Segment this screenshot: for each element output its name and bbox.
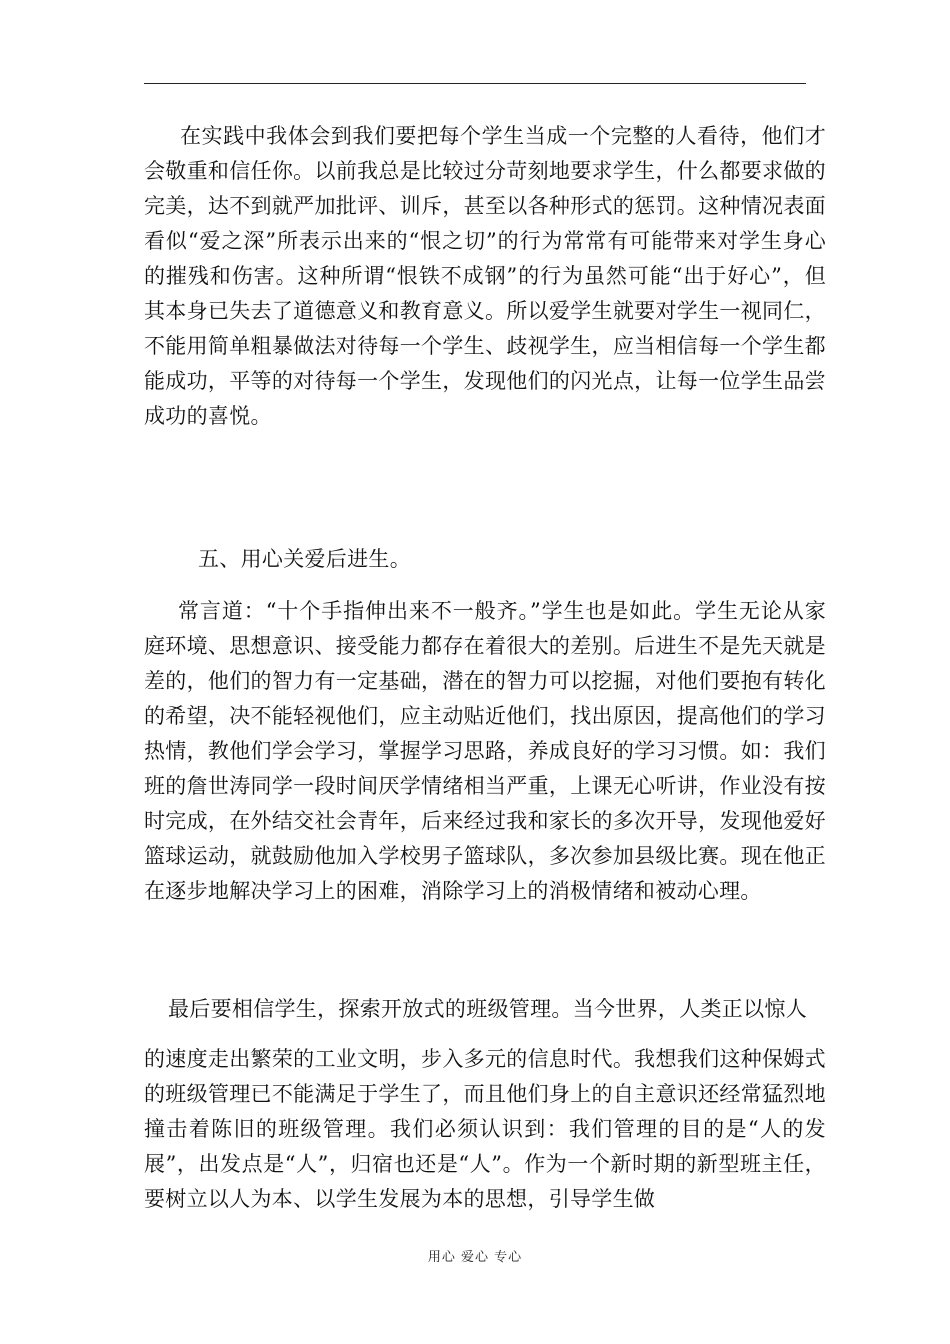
section-heading: 五、用心关爱后进生。 (198, 547, 411, 571)
page-footer: 用心 爱心 专心 (427, 1250, 523, 1265)
body-paragraph-3-continued: 的速度走出繁荣的工业文明，步入多元的信息时代。我想我们这种保姆式的班级管理已不能满足于学生了，而且他们身上的自主意识还经常猛烈地撞击着陈旧的班级管理。我们必须认识到：我们管理的目的是“人的发展”，出发点是“人”，归宿也还是“人”。作为一个新时期的新型班主任，要树立以人为本、以学生发展为本的思想，引导学生做 (144, 1047, 826, 1211)
header-rule (144, 83, 806, 84)
body-paragraph-2: 常言道：“十个手指伸出来不一般齐。”学生也是如此。学生无论从家庭环境、思想意识、接受能力都存在着很大的差别。后进生不是先天就是差的，他们的智力有一定基础，潜在的智力可以挖掘，对他们要抱有转化的希望，决不能轻视他们，应主动贴近他们，找出原因，提高他们的学习热情，教他们学会学习，掌握学习思路，养成良好的学习习惯。如：我们班的詹世涛同学一段时间厌学情绪相当严重，上课无心听讲，作业没有按时完成，在外结交社会青年，后来经过我和家长的多次开导，发现他爱好篮球运动，就鼓励他加入学校男子篮球队，多次参加县级比赛。现在他正在逐步地解决学习上的困难，消除学习上的消极情绪和被动心理。 (144, 599, 826, 903)
body-paragraph-3-first-line: 最后要相信学生，探索开放式的班级管理。当今世界，人类正以惊人 (168, 997, 807, 1021)
body-paragraph-1: 在实践中我体会到我们要把每个学生当成一个完整的人看待，他们才会敬重和信任你。以前我总是比较过分苛刻地要求学生，什么都要求做的完美，达不到就严加批评、训斥，甚至以各种形式的惩罚。这种情况表面看似“爱之深”所表示出来的“恨之切”的行为常常有可能带来对学生身心的摧残和伤害。这种所谓“恨铁不成钢”的行为虽然可能“出于好心”，但其本身已失去了道德意义和教育意义。所以爱学生就要对学生一视同仁，不能用简单粗暴做法对待每一个学生、歧视学生，应当相信每一个学生都能成功，平等的对待每一个学生，发现他们的闪光点，让每一位学生品尝成功的喜悦。 (144, 124, 826, 428)
